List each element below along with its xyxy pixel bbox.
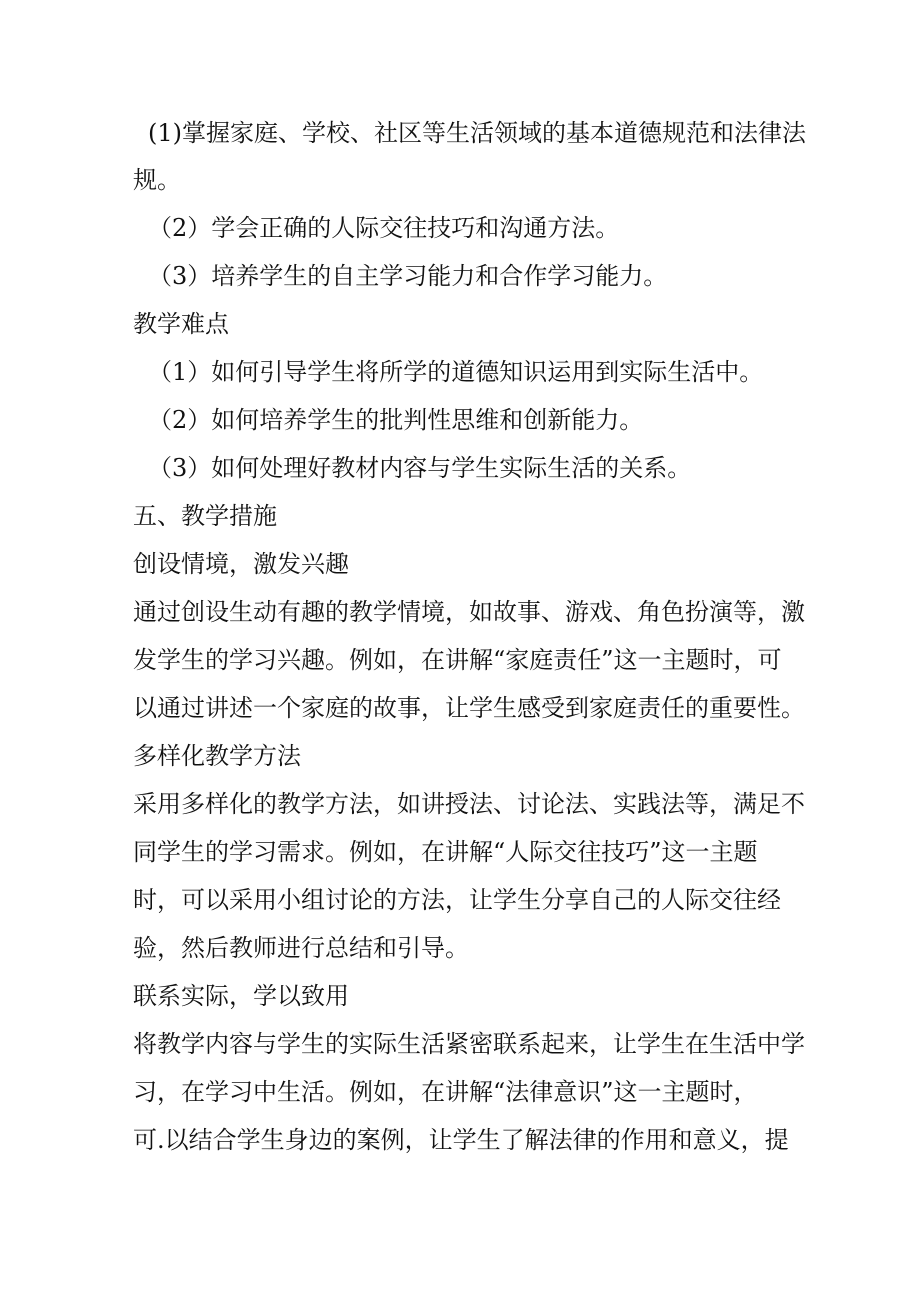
subheading-link-practice: 联系实际，学以致用 (133, 982, 349, 1010)
paragraph-situations-line-1: 通过创设生动有趣的教学情境，如故事、游戏、角色扮演等，激 (133, 598, 805, 626)
paragraph-practice-line-1: 将教学内容与学生的实际生活紧密联系起来，让学生在生活中学 (133, 1030, 805, 1058)
paragraph-situations-line-3: 以通过讲述一个家庭的故事，让学生感受到家庭责任的重要性。 (133, 694, 805, 722)
objective-item-1: (1)掌握家庭、学校、社区等生活领域的基本道德规范和法律法 (148, 119, 806, 147)
heading-teaching-measures: 五、教学措施 (133, 502, 277, 530)
difficulty-item-3: （3）如何处理好教材内容与学生实际生活的关系。 (148, 454, 692, 482)
objective-item-3: （3）培养学生的自主学习能力和合作学习能力。 (148, 262, 668, 290)
paragraph-methods-line-4: 验，然后教师进行总结和引导。 (133, 934, 469, 962)
objective-item-2: （2）学会正确的人际交往技巧和沟通方法。 (148, 214, 620, 242)
difficulty-item-2: （2）如何培养学生的批判性思维和创新能力。 (148, 406, 644, 434)
paragraph-practice-line-2: 习，在学习中生活。例如，在讲解“法律意识”这一主题时， (133, 1078, 758, 1106)
paragraph-situations-line-2: 发学生的学习兴趣。例如，在讲解“家庭责任”这一主题时，可 (133, 646, 782, 674)
paragraph-methods-line-1: 采用多样化的教学方法，如讲授法、讨论法、实践法等，满足不 (133, 790, 805, 818)
heading-teaching-difficulties: 教学难点 (133, 310, 229, 338)
difficulty-item-1: （1）如何引导学生将所学的道德知识运用到实际生活中。 (148, 358, 764, 386)
paragraph-methods-line-2: 同学生的学习需求。例如，在讲解“人际交往技巧”这一主题 (133, 838, 758, 866)
paragraph-practice-line-3: 可.以结合学生身边的案例，让学生了解法律的作用和意义，提 (133, 1126, 789, 1154)
subheading-create-situations: 创设情境，激发兴趣 (133, 550, 349, 578)
paragraph-methods-line-3: 时，可以采用小组讨论的方法，让学生分享自己的人际交往经 (133, 886, 781, 914)
objective-item-1-continued: 规。 (133, 166, 181, 194)
subheading-diverse-methods: 多样化教学方法 (133, 742, 301, 770)
